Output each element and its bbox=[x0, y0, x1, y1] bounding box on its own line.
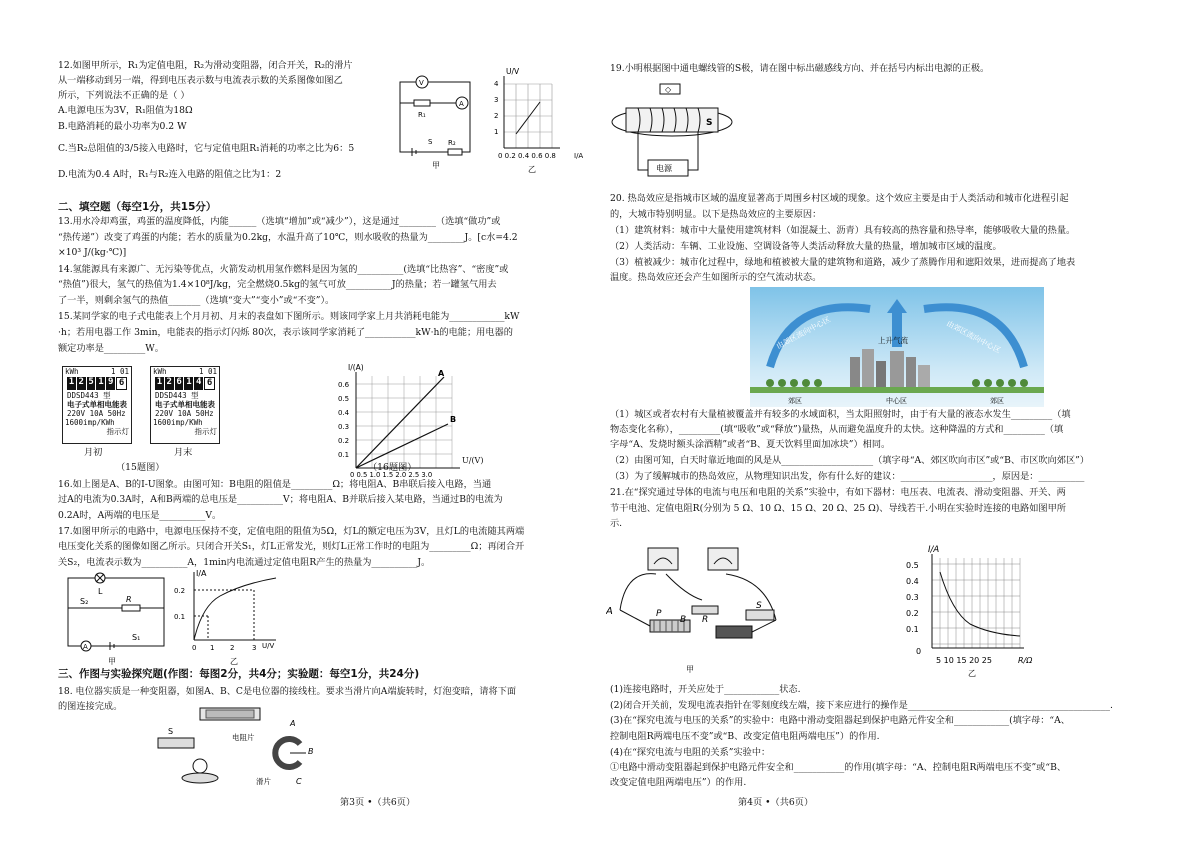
meter-digit: 6 bbox=[204, 377, 215, 390]
heat-right-arrow-label: 由郊区流向中心区 bbox=[945, 318, 1003, 355]
meter-digit: 1 bbox=[67, 377, 76, 390]
fig17-xtick: 3 bbox=[252, 644, 257, 652]
q21-sub-7: 改变定值电阻两端电压”）的作用. bbox=[610, 777, 747, 788]
q20-line-3: （1）建筑材料：城市中大量使用建筑材料（如混凝土、沥青）具有较高的热容量和热导率，能够吸收大量的热量。 bbox=[610, 225, 1076, 236]
fig17-label-s2: S₂ bbox=[80, 597, 89, 606]
heat-suburb-right: 郊区 bbox=[990, 397, 1004, 405]
fig17-yi: 乙 bbox=[230, 657, 238, 666]
q20-line-6: 温度。热岛效应还会产生如图所示的空气流动状态。 bbox=[610, 272, 822, 283]
heat-island-figure bbox=[750, 287, 1044, 407]
q12-label-r2: R₂ bbox=[448, 139, 456, 147]
q12-option-c: C.当R₂总阻值的3/5接入电路时，它与定值电阻R₁消耗的功率之比为6：5 bbox=[58, 143, 355, 154]
fig21-ytick: 0.5 bbox=[906, 561, 919, 570]
fig21-xlabel: R/Ω bbox=[1018, 656, 1033, 665]
q17-line-1: 17.如图甲所示的电路中，电源电压保持不变，定值电阻的阻值为5Ω，灯L的额定电压为3V，且灯L的电流随其两端 bbox=[58, 526, 525, 537]
meter-end bbox=[150, 366, 220, 444]
fig15-caption: （15题图） bbox=[116, 462, 165, 473]
q12-option-d: D.电流为0.4 A时，R₁与R₂连入电路的阻值之比为1：2 bbox=[58, 169, 282, 180]
q20-sub-line-5: （3）为了缓解城市的热岛效应，从物理知识出发，你有什么好的建议：____________________，原因是：__________ bbox=[610, 471, 1085, 482]
q16-line-2: 过A的电流为0.3A时，A和B两端的总电压是__________V；将电阻A、B并联后接入某电路，当通过B的电流为 bbox=[58, 494, 503, 505]
meter-digit: 5 bbox=[87, 377, 96, 390]
fig17-label-a: A bbox=[83, 643, 88, 651]
q12-graph-xlabel: I/A bbox=[574, 152, 584, 160]
fig17-xtick: 2 bbox=[230, 644, 235, 652]
q17-line-3: 关S₂，电流表示数为__________A，1min内电流通过定值电阻R产生的热量为__________J。 bbox=[58, 557, 431, 568]
fig21-xticks: 5 10 15 20 25 bbox=[936, 656, 992, 665]
heat-left-arrow-label: 由郊区流向中心区 bbox=[774, 314, 832, 351]
q12-graph-ytick: 1 bbox=[494, 128, 499, 136]
meter-digit: 1 bbox=[155, 377, 164, 390]
q20-line-4: （2）人类活动：车辆、工业设施、空调设备等人类活动释放大量的热量，增加城市区域的温度。 bbox=[610, 241, 1002, 252]
q12-line-3: 所示，下列说法不正确的是（ ） bbox=[58, 90, 190, 101]
q16-line-3: 0.2A时，A两端的电压是__________V。 bbox=[58, 510, 222, 521]
fig18-diagram bbox=[150, 704, 320, 790]
q12-line-2: 从一端移动到另一端，得到电压表示数与电流表示数的关系图像如图乙 bbox=[58, 75, 343, 86]
q12-circuit-diagram bbox=[392, 70, 484, 170]
fig17-ytick: 0.2 bbox=[174, 587, 186, 595]
meter-digit: 6 bbox=[116, 377, 127, 390]
meter-model: DDSD443 型 bbox=[67, 391, 111, 400]
left-footer: 第3页 •（共6页） bbox=[340, 797, 416, 808]
fig21-graph bbox=[900, 542, 1050, 678]
q20-sub-line-1: （1）城区或者农村有大量植被覆盖并有较多的水域面积，当太阳照射时，由于有大量的液态水发生_________（填 bbox=[610, 409, 1071, 420]
fig21-label-r: R bbox=[702, 615, 709, 625]
q20-line-2: 的，大城市特别明显。以下是热岛效应的主要原因： bbox=[610, 209, 822, 220]
fig17-xtick: 0 bbox=[192, 644, 197, 652]
meter-end-caption: 月末 bbox=[174, 447, 193, 458]
svg-text:A: A bbox=[459, 100, 464, 108]
q12-graph-ylabel: U/V bbox=[506, 67, 520, 76]
svg-text:V: V bbox=[419, 79, 424, 87]
section-3-title: 三、作图与实验探究题(作图：每图2分，共4分；实验题：每空1分，共24分) bbox=[58, 668, 420, 680]
q20-sub-line-2: 物态变化名称），_________(填“吸收”或“释放”)量热，从而避免温度升的太快。这种降温的方式和_________（填 bbox=[610, 424, 1064, 435]
fig16-ylabel: I/(A) bbox=[348, 363, 364, 372]
meter-name: 电子式单相电能表 bbox=[155, 400, 215, 409]
q14-line-3: 了一半，则剩余氢气的热值_______（选填“变大”“变小”或“不变”）。 bbox=[58, 295, 335, 306]
q12-graph-ytick: 3 bbox=[494, 96, 499, 104]
fig16-ytick: 0.3 bbox=[338, 423, 350, 431]
fig18-label-s: S bbox=[168, 727, 174, 736]
fig16-label-b: B bbox=[450, 415, 457, 424]
meter-digit: 1 bbox=[96, 377, 105, 390]
fig17-xlabel: U/V bbox=[262, 642, 275, 650]
meter-name: 电子式单相电能表 bbox=[67, 400, 127, 409]
q20-line-1: 20. 热岛效应是指城市区域的温度显著高于周围乡村区域的现象。这个效应主要是由于人类活动和城市化进程引起 bbox=[610, 193, 1069, 204]
meter-spec: 220V 10A 50Hz bbox=[155, 409, 214, 418]
q19-text: 19.小明根据图中通电螺线管的S极，请在图中标出磁感线方向、并在括号内标出电源的正极。 bbox=[610, 63, 990, 74]
fig17-xtick: 1 bbox=[210, 644, 215, 652]
meter-unit: kWh bbox=[153, 367, 167, 376]
fig21-ytick: 0.3 bbox=[906, 593, 919, 602]
fig16-xticks: 0 0.5 1.0 1.5 2.0 2.5 3.0 bbox=[350, 471, 433, 478]
q12-label-s: S bbox=[428, 138, 433, 146]
q20-line-5: （3）植被减少：城市化过程中，绿地和植被被大量的建筑物和道路，减少了蒸腾作用和遮阳效果，进而提高了地表 bbox=[610, 257, 1076, 268]
q12-graph-ytick: 2 bbox=[494, 112, 499, 120]
fig16-label-a: A bbox=[438, 369, 445, 378]
meter-digit: 2 bbox=[77, 377, 86, 390]
q12-graph-ytick: 4 bbox=[494, 80, 499, 88]
fig17-jia: 甲 bbox=[108, 657, 116, 666]
meter-indicator: 指示灯 bbox=[106, 427, 129, 436]
fig16-ytick: 0.2 bbox=[338, 437, 350, 445]
q18-line-2: 的图连接完成。 bbox=[58, 701, 123, 712]
heat-suburb-left: 郊区 bbox=[788, 397, 802, 405]
meter-start bbox=[62, 366, 132, 444]
meter-unit: kWh bbox=[65, 367, 79, 376]
meter-digit: 2 bbox=[165, 377, 174, 390]
q21-sub-5: (4)在“探究电流与电阻的关系”实验中： bbox=[610, 747, 771, 758]
q13-line-2: “热传递”）改变了鸡蛋的内能；若水的质量为0.2kg，水温升高了10℃，则水吸收的热量为________J。[c水=4.2 bbox=[58, 232, 518, 243]
q12-fig-yi: 乙 bbox=[528, 165, 536, 174]
heat-city: 中心区 bbox=[886, 397, 907, 405]
fig21-label-p: P bbox=[656, 609, 662, 619]
q21-line-1: 21.在“探究通过导体的电流与电压和电阻的关系”实验中，有如下器材：电压表、电流表、滑动变阻器、开关、两 bbox=[610, 487, 1066, 498]
meter-header: 1 01 bbox=[110, 367, 129, 376]
fig19-label-s: S bbox=[706, 118, 713, 128]
fig17-label-l: L bbox=[98, 587, 103, 596]
svg-text:◇: ◇ bbox=[665, 85, 672, 94]
right-page bbox=[600, 0, 1200, 849]
q12-option-a: A.电源电压为3V，R₁阻值为18Ω bbox=[58, 105, 193, 116]
fig21-label-a: A bbox=[606, 606, 613, 617]
q14-line-1: 14.氢能源具有来源广、无污染等优点，火箭发动机用氢作燃料是因为氢的__________(选填“比热容”、“密度”或 bbox=[58, 264, 509, 275]
q12-label-r1: R₁ bbox=[418, 111, 426, 119]
q16-line-1: 16.如上图是A、B的I-U图象。由图可知：B电阻的阻值是_________Ω；将电阻A、B串联后接入电路，当通 bbox=[58, 479, 492, 490]
q17-line-2: 电压变化关系的图像如图乙所示。只闭合开关S₁，灯L正常发光，则灯L正常工作时的电阻为_________Ω；再闭合开 bbox=[58, 541, 525, 552]
meter-start-digits bbox=[67, 377, 127, 390]
fig16-caption: （16题图） bbox=[368, 462, 417, 473]
q20-sub-line-3: 字母“A、发烧时额头涂酒精”或者“B、夏天饮料里面加冰块”）相同。 bbox=[610, 439, 891, 450]
q14-line-2: “热值”)很大，氢气的热值为1.4×10⁸J/kg，完全燃烧0.5kg的氢气可放__________J的热量；若一罐氢气用去 bbox=[58, 279, 497, 290]
meter-digit: 4 bbox=[194, 377, 203, 390]
meter-header: 1 01 bbox=[198, 367, 217, 376]
meter-digit: 9 bbox=[106, 377, 115, 390]
section-2-title: 二、填空题（每空1分，共15分） bbox=[58, 201, 217, 213]
fig16-ytick: 0.1 bbox=[338, 451, 350, 459]
meter-digit: 6 bbox=[175, 377, 184, 390]
right-footer: 第4页 •（共6页） bbox=[738, 797, 814, 808]
fig17-ytick: 0.1 bbox=[174, 613, 186, 621]
fig17-graph bbox=[172, 566, 282, 666]
q13-line-3: ×10³ J/(kg·℃)] bbox=[58, 247, 127, 258]
fig21-yi: 乙 bbox=[968, 669, 976, 678]
fig16-graph bbox=[330, 362, 470, 478]
fig17-label-r: R bbox=[126, 595, 132, 604]
fig16-ytick: 0.4 bbox=[338, 409, 350, 417]
q18-line-1: 18. 电位器实质是一种变阻器，如图A、B、C是电位器的接线柱。要求当滑片向A端旋转时，灯泡变暗，请将下面 bbox=[58, 686, 517, 697]
fig18-label-b: B bbox=[308, 747, 314, 756]
meter-model: DDSD443 型 bbox=[155, 391, 199, 400]
fig21-ytick: 0 bbox=[916, 647, 922, 656]
fig21-label-b: B bbox=[680, 615, 687, 625]
fig18-label-a: A bbox=[290, 719, 296, 728]
q21-sub-1: (1)连接电路时，开关应处于____________状态. bbox=[610, 684, 801, 695]
fig19-solenoid bbox=[608, 80, 738, 178]
fig21-ytick: 0.2 bbox=[906, 609, 919, 618]
fig18-label-resistor: 电阻片 bbox=[232, 733, 255, 742]
q21-sub-2: (2)闭合开关前，发现电流表指针在零刻度线左端，接下来应进行的操作是____________________________________________. bbox=[610, 700, 1113, 711]
fig21-ylabel: I/A bbox=[928, 545, 940, 555]
q21-sub-4: 控制电阻R两端电压不变”或“B、改变定值电阻两端电压”）的作用. bbox=[610, 731, 880, 742]
meter-start-caption: 月初 bbox=[84, 447, 103, 458]
meter-end-digits bbox=[155, 377, 215, 390]
fig21-circuit bbox=[606, 540, 796, 676]
q12-fig-jia: 甲 bbox=[432, 161, 440, 170]
heat-center-label: 上升气流 bbox=[878, 336, 908, 345]
q13-line-1: 13.用水冷却鸡蛋，鸡蛋的温度降低，内能______（选填“增加”或“减少”），这是通过________（选填“做功”或 bbox=[58, 216, 501, 227]
fig21-label-s: S bbox=[756, 601, 762, 611]
fig18-label-slider: 滑片 bbox=[256, 777, 271, 786]
meter-spec: 220V 10A 50Hz bbox=[67, 409, 126, 418]
fig17-circuit bbox=[60, 568, 172, 666]
fig21-ytick: 0.4 bbox=[906, 577, 919, 586]
q15-line-2: ·h；若用电器工作 3min，电能表的指示灯闪烁 80次，表示该同学家消耗了___________kW·h的电能；用电器的 bbox=[58, 327, 513, 338]
fig16-ytick: 0.6 bbox=[338, 381, 350, 389]
fig16-ytick: 0.5 bbox=[338, 395, 350, 403]
fig18-label-c: C bbox=[296, 777, 302, 786]
q21-line-3: 示. bbox=[610, 518, 623, 529]
q15-line-1: 15.某同学家的电子式电能表上个月月初、月末的表盘如下图所示。则该同学家上月共消耗电能为____________kW bbox=[58, 311, 520, 322]
meter-imp: 1600imp/KWh bbox=[153, 418, 203, 427]
meter-imp: 1600imp/KWh bbox=[65, 418, 115, 427]
fig21-jia: 甲 bbox=[686, 665, 694, 674]
meter-digit: 1 bbox=[184, 377, 193, 390]
fig17-ylabel: I/A bbox=[196, 569, 207, 578]
q12-line-1: 12.如图甲所示，R₁为定值电阻，R₂为滑动变阻器，闭合开关，R₂的滑片 bbox=[58, 60, 353, 71]
q20-sub-line-4: （2）由图可知，白天时靠近地面的风是从____________________（填字母“A、郊区吹向市区”或“B、市区吹向郊区”） bbox=[610, 455, 1090, 466]
fig17-label-s1: S₁ bbox=[132, 633, 141, 642]
q12-graph-xticks: 0 0.2 0.4 0.6 0.8 bbox=[498, 152, 556, 160]
q12-option-b: B.电路消耗的最小功率为0.2 W bbox=[58, 121, 187, 132]
fig16-xlabel: U/(V) bbox=[462, 456, 484, 465]
q12-graph bbox=[488, 66, 588, 178]
meter-indicator: 指示灯 bbox=[194, 427, 217, 436]
fig21-ytick: 0.1 bbox=[906, 625, 919, 634]
q21-sub-3: (3)在“探究电流与电压的关系”的实验中：电路中滑动变阻器起到保护电路元件安全和____________(填字母：“A、 bbox=[610, 715, 1070, 726]
fig19-source: 电源 bbox=[656, 164, 672, 173]
q21-line-2: 节干电池、定值电阻R(分别为 5 Ω、10 Ω、15 Ω、20 Ω、25 Ω)、导线若干.小明在实验时连接的电路如图甲所 bbox=[610, 503, 1066, 514]
q15-line-3: 额定功率是_________W。 bbox=[58, 343, 164, 354]
q21-sub-6: ①电路中滑动变阻器起到保护电路元件安全和___________的作用(填字母：“A、控制电阻R两端电压不变”或“B、 bbox=[610, 762, 1067, 773]
